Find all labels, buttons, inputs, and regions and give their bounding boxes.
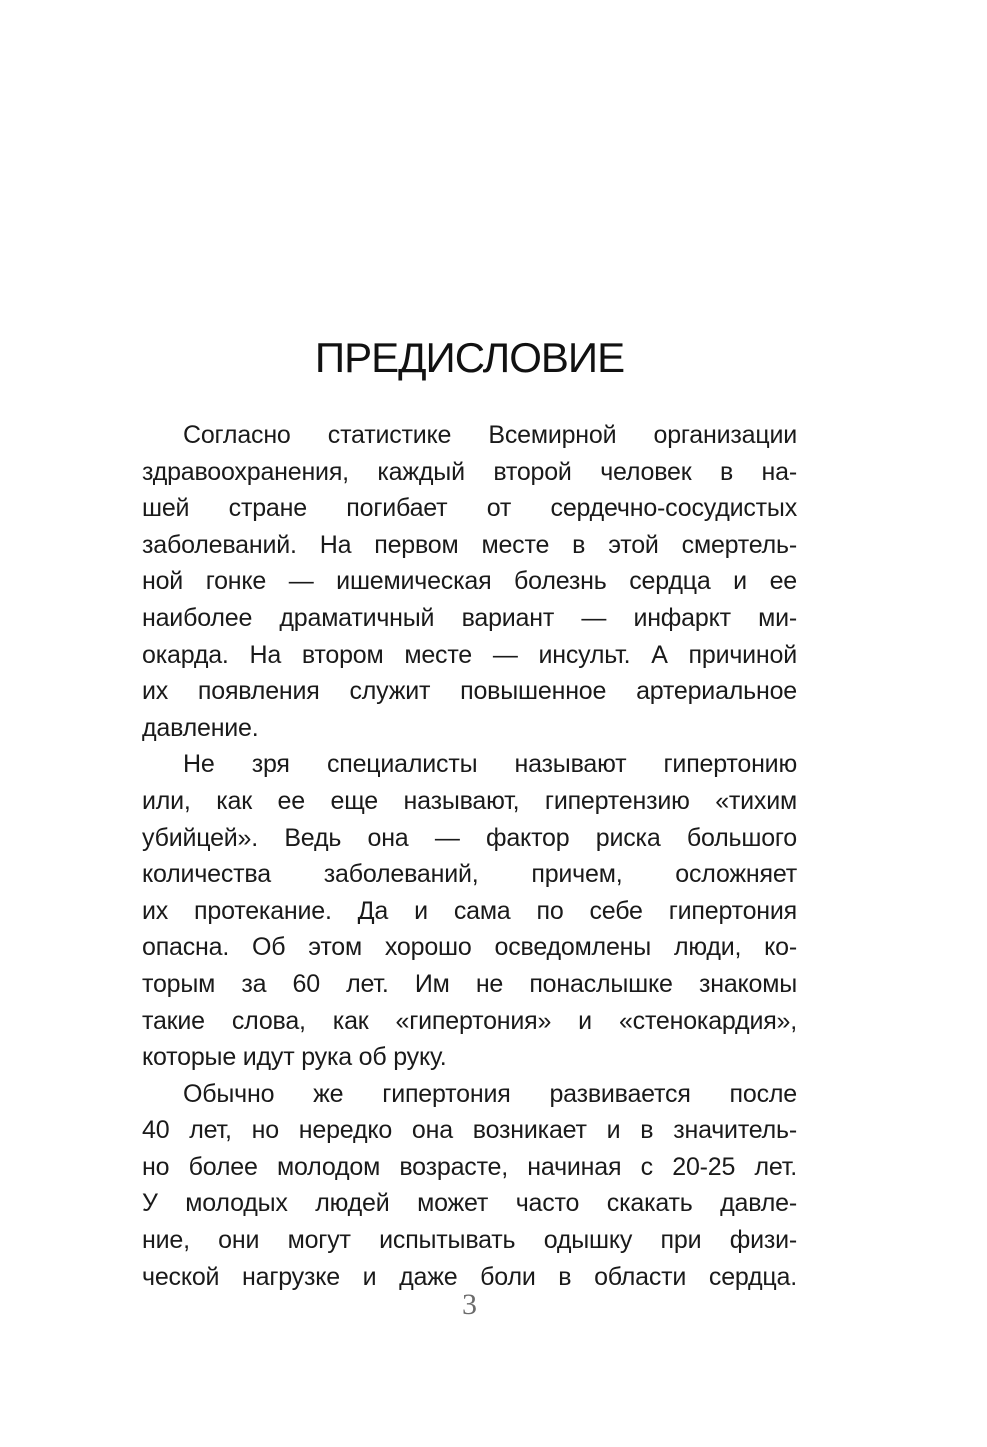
text-line: опасна. Об этом хорошо осведомлены люди, ко- [142,933,797,962]
text-line: их появления служит повышенное артериальное [142,677,797,706]
text-line: Не зря специалисты называют гипертонию [183,750,797,779]
paragraphs-container [142,417,797,1295]
text-line: количества заболеваний, причем, осложняет [142,860,797,889]
text-line: заболеваний. На первом месте в этой смертель- [142,530,797,559]
paragraph [142,746,797,1075]
text-line: или, как ее еще называют, гипертензию «тихим [142,786,797,815]
text-line: такие слова, как «гипертония» и «стенокардия», [142,1006,797,1035]
text-line: ние, они могут испытывать одышку при физи- [142,1226,797,1255]
page-number: 3 [462,1288,477,1321]
text-block [142,336,797,1295]
text-line: убийцей». Ведь она — фактор риска большого [142,823,797,852]
text-line: Обычно же гипертония развивается после [183,1079,797,1108]
text-line: 40 лет, но нередко она возникает и в значитель- [142,1116,797,1145]
text-line: которые идут рука об руку. [142,1043,447,1072]
text-line: но более молодом возрасте, начиная с 20-25 лет. [142,1152,797,1181]
text-line: шей стране погибает от сердечно-сосудистых [142,494,797,523]
text-line: давление. [142,713,259,742]
text-line: наиболее драматичный вариант — инфаркт ми- [142,603,797,632]
paragraph [142,417,797,746]
text-line: окарда. На втором месте — инсульт. А причиной [142,640,797,669]
text-line: здравоохранения, каждый второй человек в на- [142,457,797,486]
page-title: ПРЕДИСЛОВИЕ [314,334,625,381]
text-line: ной гонке — ишемическая болезнь сердца и ее [142,567,797,596]
paragraph [142,1076,797,1296]
text-line: Согласно статистике Всемирной организации [183,421,797,449]
text-line: ческой нагрузке и даже боли в области сердца. [142,1262,797,1291]
text-line: У молодых людей может часто скакать давле- [142,1189,797,1218]
text-line: торым за 60 лет. Им не понаслышке знакомы [142,969,797,998]
text-line: их протекание. Да и сама по себе гипертония [142,896,797,925]
